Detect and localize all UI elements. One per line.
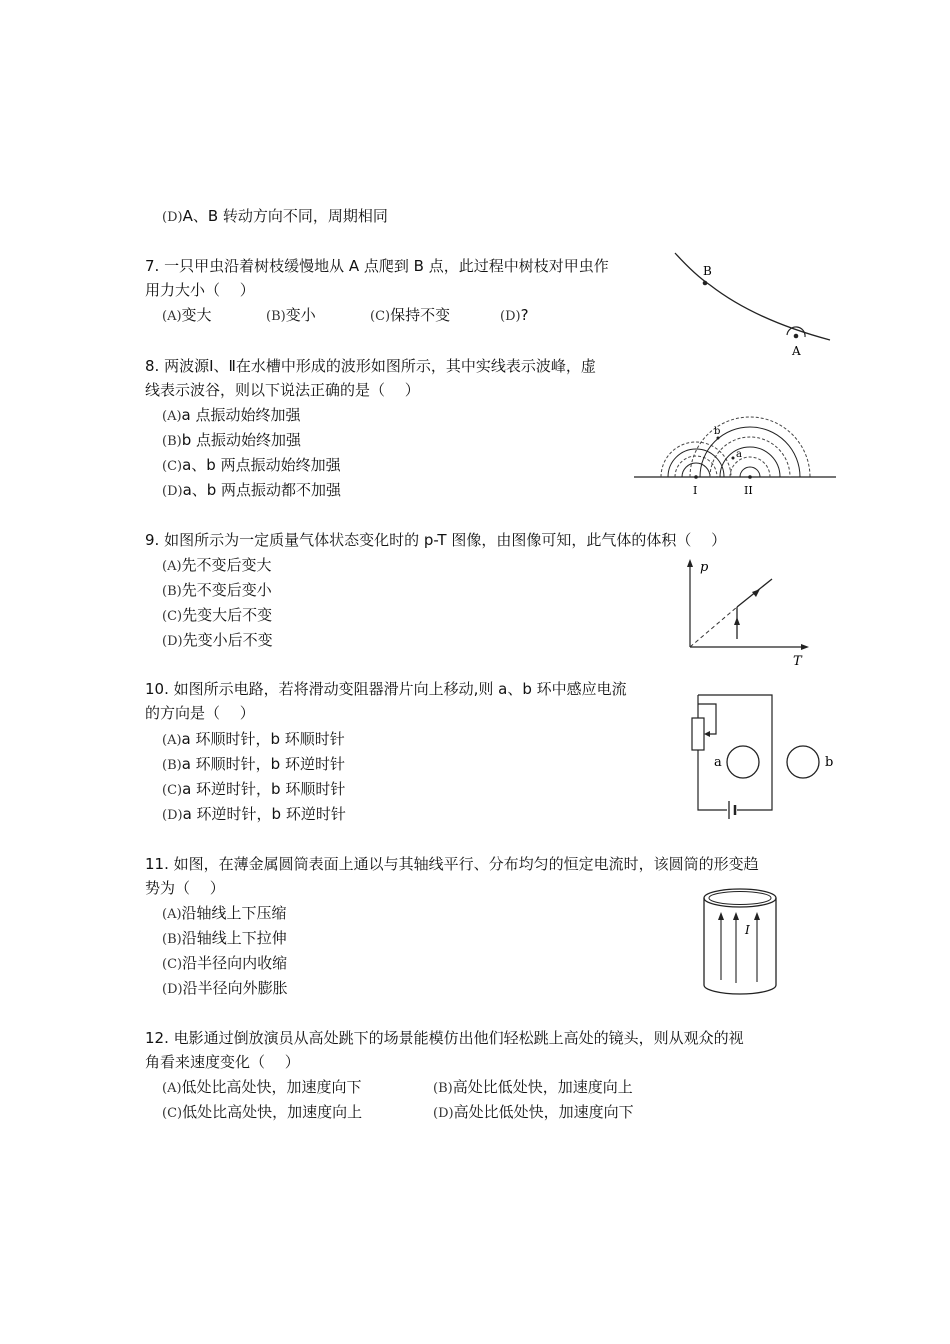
- q10-option-b: [162, 754, 345, 776]
- q11-cylinder-figure: [695, 880, 795, 1002]
- q7-option-b: [266, 305, 316, 327]
- option-label: (A): [162, 409, 182, 424]
- option-text: a 环逆时针，b 环逆时针: [182, 805, 346, 823]
- q9-pt-graph: [675, 555, 815, 670]
- option-text: a、b 两点振动始终加强: [182, 456, 341, 474]
- option-text: a 环顺时针，b 环顺时针: [181, 730, 345, 748]
- option-text: 变大: [181, 306, 212, 324]
- option-text: 先变小后不变: [182, 631, 273, 649]
- y-axis-label: p: [700, 560, 709, 575]
- option-label: (D): [162, 484, 183, 499]
- option-label: (B): [162, 434, 182, 449]
- ring-b: [787, 746, 819, 778]
- option-text: 高处比低处快，加速度向下: [453, 1103, 634, 1121]
- q6-option-d: [162, 206, 388, 228]
- cylinder-bottom: [704, 985, 776, 994]
- q8-option-c: [162, 455, 341, 477]
- q12-option-b: [433, 1077, 633, 1099]
- q7-branch-figure: [665, 245, 845, 365]
- option-text: 低处比高处快，加速度向上: [182, 1103, 363, 1121]
- q9-option-d: [162, 630, 273, 652]
- current-arrowhead-1: [718, 912, 724, 920]
- q11-option-c: [162, 953, 287, 975]
- rheostat: [692, 718, 704, 750]
- source2-label: II: [744, 484, 753, 497]
- source1-crest-1: [682, 463, 710, 477]
- circuit-wire-left: [698, 695, 727, 810]
- q10-option-a: [162, 729, 345, 751]
- option-text: A、B 转动方向不同，周期相同: [182, 207, 388, 225]
- point-a-label: a: [736, 449, 742, 460]
- point-b-label: B: [703, 264, 712, 278]
- option-text: 沿半径向内收缩: [182, 954, 288, 972]
- option-label: (C): [162, 1106, 183, 1121]
- point-b-dot: [703, 281, 708, 286]
- point-a-label: A: [792, 344, 801, 358]
- q9-option-c: [162, 605, 272, 627]
- option-label: (B): [266, 309, 286, 324]
- option-label: (B): [162, 758, 182, 773]
- q11-stem-line1: 11. 如图，在薄金属圆筒表面上通以与其轴线平行、分布均匀的恒定电流时，该圆筒的形变趋: [145, 855, 759, 873]
- option-text: b 点振动始终加强: [181, 431, 301, 449]
- point-b-label: b: [714, 426, 721, 437]
- option-text: a 点振动始终加强: [181, 406, 301, 424]
- option-text: a 环顺时针，b 环逆时针: [181, 755, 345, 773]
- option-text: 先变大后不变: [182, 606, 273, 624]
- source1-trough-1: [675, 456, 717, 477]
- current-label: I: [745, 923, 750, 937]
- source2-dot: [748, 475, 752, 479]
- option-text: 沿轴线上下压缩: [181, 904, 287, 922]
- option-text: 高处比低处快，加速度向上: [452, 1078, 633, 1096]
- q12-option-c: [162, 1102, 362, 1124]
- y-axis-arrow: [687, 559, 693, 567]
- q7-option-a: [162, 305, 212, 327]
- q8-wave-figure: [630, 402, 840, 502]
- branch-curve: [675, 253, 830, 340]
- point-a-dot: [732, 457, 735, 460]
- q8-stem-line1: 8. 两波源Ⅰ、Ⅱ在水槽中形成的波形如图所示，其中实线表示波峰，虚: [145, 357, 596, 375]
- q12-option-a: [162, 1077, 362, 1099]
- ring-a-label: a: [714, 755, 722, 770]
- q9-option-b: [162, 580, 272, 602]
- segment2-arrow: [752, 589, 760, 597]
- q10-option-c: [162, 779, 345, 801]
- option-text: 先不变后变大: [181, 556, 272, 574]
- option-text: 先不变后变小: [181, 581, 272, 599]
- option-label: (A): [162, 559, 182, 574]
- q11-option-a: [162, 903, 287, 925]
- q7-stem-line1: 7. 一只甲虫沿着树枝缓慢地从 A 点爬到 B 点，此过程中树枝对甲虫作: [145, 257, 609, 275]
- slider-arrow: [704, 731, 710, 737]
- option-text: a 环逆时针，b 环顺时针: [182, 780, 346, 798]
- circuit-wire-right: [698, 695, 772, 810]
- option-label: (D): [162, 808, 183, 823]
- x-axis-arrow: [801, 644, 809, 650]
- q10-option-d: [162, 804, 346, 826]
- option-label: (A): [162, 309, 182, 324]
- option-text: 沿半径向外膨胀: [182, 979, 288, 997]
- q8-option-a: [162, 405, 301, 427]
- q10-circuit-figure: [680, 690, 845, 825]
- option-label: (C): [162, 783, 183, 798]
- option-label: (B): [162, 584, 182, 599]
- ring-b-label: b: [825, 755, 834, 770]
- q7-option-d: [500, 305, 529, 327]
- source2-crest-2: [720, 447, 780, 477]
- q7-option-c: [370, 305, 450, 327]
- option-text: 保持不变: [390, 306, 451, 324]
- q12-stem-line2: 角看来速度变化（ ）: [145, 1053, 300, 1071]
- option-text: a、b 两点振动都不加强: [182, 481, 342, 499]
- option-text: ?: [520, 306, 529, 324]
- option-label: (D): [433, 1106, 454, 1121]
- q10-stem-line1: 10. 如图所示电路，若将滑动变阻器滑片向上移动,则 a、b 环中感应电流: [145, 680, 627, 698]
- source1-dot: [694, 475, 698, 479]
- q8-option-d: [162, 480, 341, 502]
- q11-option-d: [162, 978, 288, 1000]
- option-label: (C): [370, 309, 391, 324]
- q8-option-b: [162, 430, 301, 452]
- q11-option-b: [162, 928, 287, 950]
- q8-stem-line2: 线表示波谷，则以下说法正确的是（ ）: [145, 381, 420, 399]
- segment1-arrow: [734, 617, 740, 625]
- source1-label: I: [693, 484, 698, 497]
- option-label: (B): [162, 932, 182, 947]
- option-text: 变小: [285, 306, 316, 324]
- cylinder-top-inner: [709, 892, 771, 905]
- option-label: (B): [433, 1081, 453, 1096]
- rheostat-slider: [706, 720, 716, 734]
- option-label: (C): [162, 609, 183, 624]
- option-text: 沿轴线上下拉伸: [181, 929, 287, 947]
- option-label: (C): [162, 957, 183, 972]
- q10-stem-line2: 的方向是（ ）: [145, 704, 255, 722]
- extension-dashed-line: [690, 607, 737, 647]
- option-label: (C): [162, 459, 183, 474]
- current-arrowhead-3: [754, 912, 760, 920]
- point-a-dot: [794, 334, 799, 339]
- option-label: (D): [500, 309, 521, 324]
- q11-stem-line2: 势为（ ）: [145, 879, 225, 897]
- option-label: (A): [162, 1081, 182, 1096]
- option-text: 低处比高处快，加速度向下: [181, 1078, 362, 1096]
- q9-stem-line1: 9. 如图所示为一定质量气体状态变化时的 p-T 图像，由图像可知，此气体的体积（ ）: [145, 531, 727, 549]
- option-label: (A): [162, 907, 182, 922]
- q12-stem-line1: 12. 电影通过倒放演员从高处跳下的场景能模仿出他们轻松跳上高处的镜头，则从观众的视: [145, 1029, 744, 1047]
- q9-option-a: [162, 555, 272, 577]
- x-axis-label: T: [793, 654, 802, 669]
- q12-option-d: [433, 1102, 634, 1124]
- option-label: (D): [162, 982, 183, 997]
- option-label: (A): [162, 733, 182, 748]
- ring-a: [727, 746, 759, 778]
- current-arrowhead-2: [733, 912, 739, 920]
- q7-stem-line2: 用力大小（ ）: [145, 281, 255, 299]
- option-label: (D): [162, 210, 183, 225]
- option-label: (D): [162, 634, 183, 649]
